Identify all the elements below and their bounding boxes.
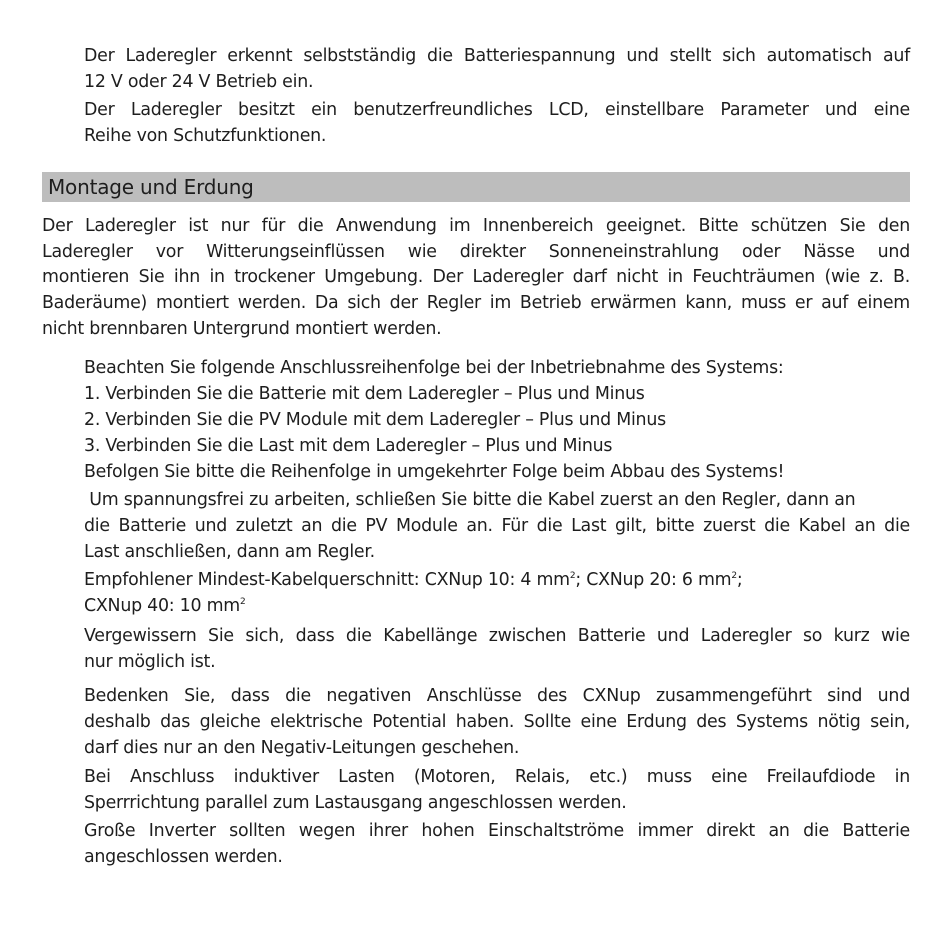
body-line: Last anschließen, dann am Regler.	[84, 542, 375, 562]
cable-text: ; CXNup 20: 6 mm	[575, 570, 732, 590]
step-item: 3. Verbinden Sie die Last mit dem Laderegler – Plus und Minus	[84, 436, 613, 456]
cable-line	[84, 595, 910, 617]
cable-text: CXNup 40: 10 mm	[84, 596, 240, 616]
sequence-intro: Beachten Sie folgende Anschlussreihenfolge bei der Inbetriebnahme des Systems:	[84, 358, 784, 378]
body-line: Baderäume) montiert werden. Da sich der Regler im Betrieb erwärmen kann, muss er auf einem	[42, 293, 910, 313]
superscript: 2	[569, 571, 576, 581]
intro-line: Der Laderegler besitzt ein benutzerfreundliches LCD, einstellbare Parameter und eine	[84, 100, 910, 120]
body-line: Bedenken Sie, dass die negativen Anschlüsse des CXNup zusammengeführt sind und	[84, 686, 910, 706]
body-line: nur möglich ist.	[84, 652, 216, 672]
body-line: die Batterie und zuletzt an die PV Module an. Für die Last gilt, bitte zuerst die Kabel an die	[84, 516, 910, 536]
body-line: Große Inverter sollten wegen ihrer hohen Einschaltströme immer direkt an die Batterie	[84, 821, 910, 841]
body-line: angeschlossen werden.	[84, 847, 283, 867]
body-line: nicht brennbaren Untergrund montiert werden.	[42, 319, 442, 339]
body-line: deshalb das gleiche elektrische Potential haben. Sollte eine Erdung des Systems nötig sein,	[84, 712, 910, 732]
superscript: 2	[239, 597, 246, 607]
intro-line: Der Laderegler erkennt selbstständig die Batteriespannung und stellt sich automatisch auf	[84, 46, 910, 66]
body-line: Laderegler vor Witterungseinflüssen wie direkter Sonneneinstrahlung oder Nässe und	[42, 242, 910, 262]
body-line: Um spannungsfrei zu arbeiten, schließen Sie bitte die Kabel zuerst an den Regler, dann an	[84, 490, 856, 510]
intro-line: 12 V oder 24 V Betrieb ein.	[84, 72, 314, 92]
body-line: Vergewissern Sie sich, dass die Kabellänge zwischen Batterie und Laderegler so kurz wie	[84, 626, 910, 646]
step-item: 2. Verbinden Sie die PV Module mit dem Laderegler – Plus und Minus	[84, 410, 666, 430]
step-item: 1. Verbinden Sie die Batterie mit dem Laderegler – Plus und Minus	[84, 384, 645, 404]
body-line: montieren Sie ihn in trockener Umgebung. Der Laderegler darf nicht in Feuchträumen (wie z. B.	[42, 267, 910, 287]
cable-text: ;	[736, 570, 743, 590]
body-line: darf dies nur an den Negativ-Leitungen geschehen.	[84, 738, 520, 758]
section-heading-bar	[42, 172, 910, 202]
cable-line	[84, 569, 910, 591]
superscript: 2	[731, 571, 737, 581]
section-heading: Montage und Erdung	[48, 175, 254, 199]
reverse-note: Befolgen Sie bitte die Reihenfolge in umgekehrter Folge beim Abbau des Systems!	[84, 462, 785, 482]
cable-text: Empfohlener Mindest-Kabelquerschnitt: CXNup 10: 4 mm	[84, 570, 570, 590]
intro-line: Reihe von Schutzfunktionen.	[84, 126, 327, 146]
body-line: Sperrrichtung parallel zum Lastausgang angeschlossen werden.	[84, 793, 627, 813]
body-line: Der Laderegler ist nur für die Anwendung im Innenbereich geeignet. Bitte schützen Sie den	[42, 216, 910, 236]
body-line: Bei Anschluss induktiver Lasten (Motoren, Relais, etc.) muss eine Freilaufdiode in	[84, 767, 910, 787]
